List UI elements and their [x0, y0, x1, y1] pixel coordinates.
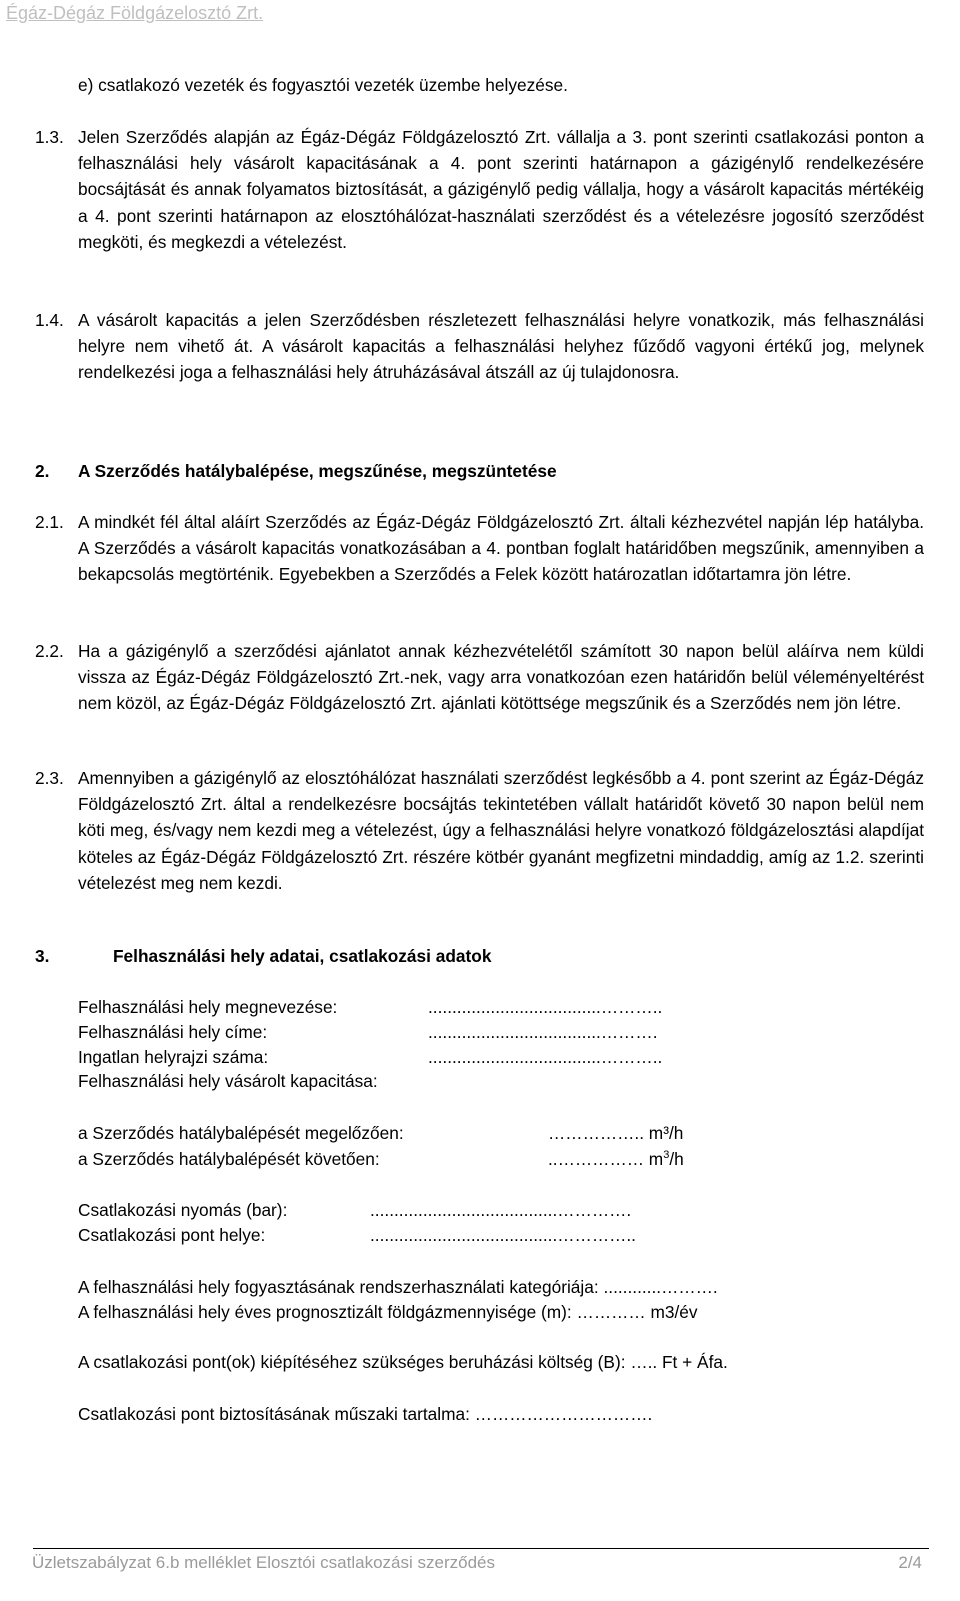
footer-page-number: 2/4: [898, 1553, 922, 1572]
footer-divider: [33, 1548, 929, 1549]
field-value-nyomas: .......................................………….: [370, 1200, 632, 1220]
field-muszaki: Csatlakozási pont biztosításának műszaki tartalma: ………………………….: [78, 1404, 653, 1424]
field-label-ponthely: Csatlakozási pont helye:: [78, 1225, 266, 1245]
field-value-elotte: …………….. m³/h: [548, 1123, 684, 1143]
footer-document-name: Üzletszabályzat 6.b melléklet Elosztói csatlakozási szerződés: [32, 1553, 495, 1572]
item-text-1-4: A vásárolt kapacitás a jelen Szerződésben részletezett felhasználási helyre vonatkozik, más felhasználási helyre nem vihető át. A vásárolt kapacitás a felhasználási helyhez fűződő vagyoni értékű jog, melynek rendelkezési joga a felhasználási hely átruházásával átszáll az új tulajdonosra.: [78, 310, 924, 383]
field-value-utana-sup: 3: [663, 1149, 670, 1162]
section-title-3: Felhasználási hely adatai, csatlakozási adatok: [113, 946, 492, 966]
item-text-1-3: Jelen Szerződés alapján az Égáz-Dégáz Földgázelosztó Zrt. vállalja a 3. pont szerinti csatlakozási ponton a felhasználási hely vásárolt kapacitásának a 4. pont szerinti határnapon a gázigénylő rendelkezésére bocsájtását és annak folyamatos biztosítását, a gázigénylő pedig vállalja, hogy a vásárolt kapacitás mértékéig a 4. pont szerinti határnapon az elosztóhálózat-használati szerződést és a vételezésre jogosító szerződést megköti, és megkezdi a vételezést.: [78, 127, 924, 252]
header-company-title: Égáz-Dégáz Földgázelosztó Zrt.: [6, 3, 264, 23]
item-text-2-2: Ha a gázigénylő a szerződési ajánlatot annak kézhezvételétől számított 30 napon belül aláírva nem küldi vissza az Égáz-Dégáz Földgázelosztó Zrt.-nek, vagy arra vonatkozóan ezen határidőn belül véleményeltérést nem közöl, az Égáz-Dégáz Földgázelosztó Zrt. ajánlati kötöttsége megszűnik és a Szerződés nem jön létre.: [78, 641, 924, 714]
field-label-megnevezes: Felhasználási hely megnevezése:: [78, 997, 338, 1017]
field-koltseg: A csatlakozási pont(ok) kiépítéséhez szükséges beruházási költség (B): ….. Ft + Áfa.: [78, 1352, 728, 1372]
item-e-text: e) csatlakozó vezeték és fogyasztói vezeték üzembe helyezése.: [78, 75, 568, 95]
section-number-3: 3.: [35, 946, 50, 966]
item-number-1-4: 1.4.: [35, 310, 64, 330]
item-text-2-1: A mindkét fél által aláírt Szerződés az Égáz-Dégáz Földgázelosztó Zrt. általi kézhezvétel napján lép hatályba. A Szerződés a vásárolt kapacitás vonatkozásában a 4. pontban foglalt határidőben megszűnik, amennyiben a bekapcsolás megtörténik. Egyebekben a Szerződés a Felek között határozatlan időtartamra jön létre.: [78, 512, 924, 585]
item-number-2-2: 2.2.: [35, 641, 64, 661]
item-number-1-3: 1.3.: [35, 127, 64, 147]
section-number-2: 2.: [35, 461, 50, 481]
field-mennyiseg: A felhasználási hely éves prognosztizált földgázmennyisége (m): ………… m3/év: [78, 1302, 698, 1322]
item-number-2-1: 2.1.: [35, 512, 64, 532]
field-value-utana-post: /h: [669, 1149, 684, 1169]
field-value-utana-pre: ..…………… m: [548, 1149, 664, 1169]
field-label-utana: a Szerződés hatálybalépését követően:: [78, 1149, 380, 1169]
field-value-utana: [548, 1146, 684, 1172]
field-label-cim: Felhasználási hely címe:: [78, 1022, 268, 1042]
section-title-2: A Szerződés hatálybalépése, megszűnése, megszüntetése: [78, 461, 557, 481]
field-label-helyrajzi: Ingatlan helyrajzi száma:: [78, 1047, 269, 1067]
field-label-nyomas: Csatlakozási nyomás (bar):: [78, 1200, 288, 1220]
field-value-ponthely: .......................................…………..: [370, 1225, 636, 1245]
field-label-elotte: a Szerződés hatálybalépését megelőzően:: [78, 1123, 404, 1143]
field-kategoria: A felhasználási hely fogyasztásának rendszerhasználati kategóriája: ............……….: [78, 1277, 718, 1297]
field-value-megnevezes: ....................................………..: [428, 997, 663, 1017]
item-number-2-3: 2.3.: [35, 768, 64, 788]
item-text-2-3: Amennyiben a gázigénylő az elosztóhálózat használati szerződést legkésőbb a 4. pont szerint az Égáz-Dégáz Földgázelosztó Zrt. által a rendelkezésre bocsájtás tekintetében vállalt határidőt követő 30 napon belül nem köti meg, és/vagy nem kezdi meg a vételezést, úgy a felhasználási helyre vonatkozó földgázelosztási alapdíjat köteles az Égáz-Dégáz Földgázelosztó Zrt. részére kötbér gyanánt megfizetni mindaddig, amíg az 1.2. szerinti vételezést meg nem kezdi.: [78, 768, 924, 893]
field-value-helyrajzi: ....................................………..: [428, 1047, 663, 1067]
field-value-cim: ....................................……….: [428, 1022, 658, 1042]
field-label-kapacitas: Felhasználási hely vásárolt kapacitása:: [78, 1071, 378, 1091]
